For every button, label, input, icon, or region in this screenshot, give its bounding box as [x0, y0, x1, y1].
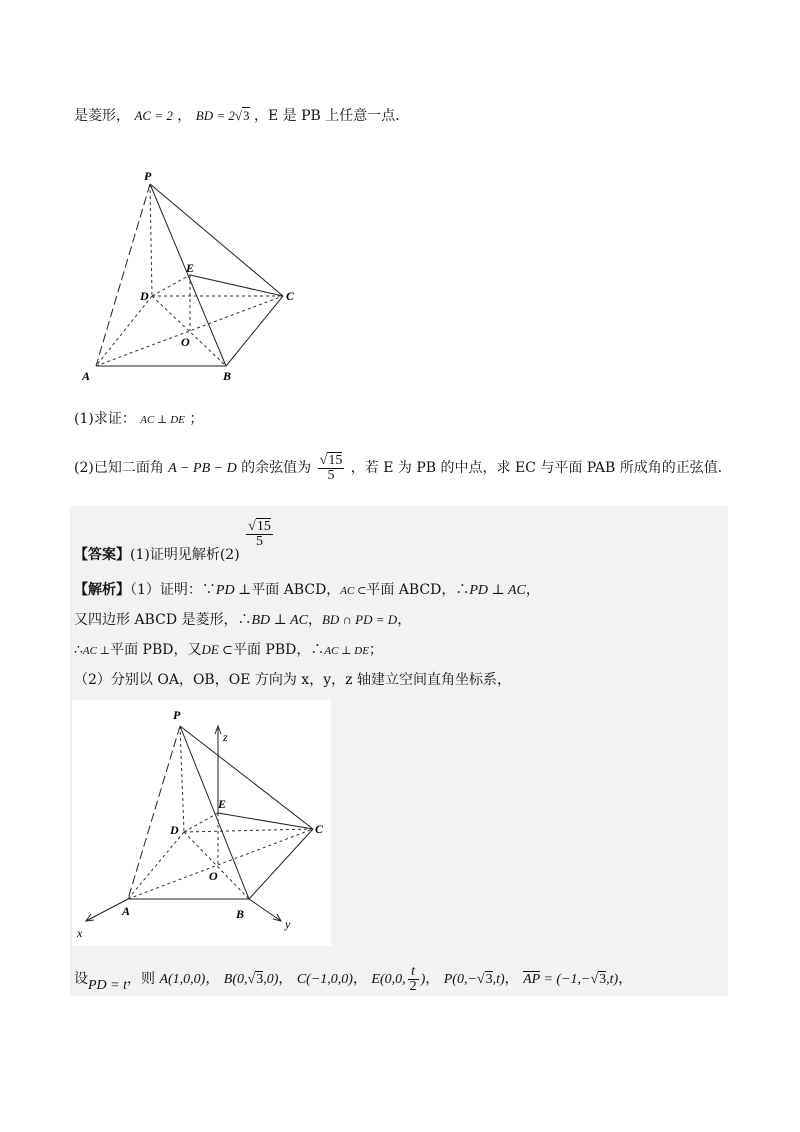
pyramid-figure-2: [72, 700, 331, 946]
intro-line: 是菱形， AC = 2 ， BD = 2√3 ，E 是 PB 上任意一点．: [74, 108, 410, 124]
label-o: O: [209, 869, 218, 883]
point-e: E(0,0, $\frac{t}{2}$ ): [371, 964, 426, 995]
analysis-label: 【解析】: [74, 582, 130, 598]
edge-dc: [184, 829, 313, 832]
coordinates-line: 设PD = t，则 A(1,0,0)， B(0,√3,0)， C(−1,0,0)， E(0,0, $\frac{t}{2}$ )， P(0,−√3,t)， AP = (−1,−√3,t)，: [74, 964, 633, 995]
edge-da: [128, 832, 184, 899]
analysis-line-3: ∴AC ⊥平面 PBD，又DE ⊂平面 PBD，∴AC ⊥ DE；: [74, 642, 383, 658]
question-2: (2)已知二面角 A − PB − D 的余弦值为 $\frac{√15}{5}$ ，若 E 为 PB 的中点，求 EC 与平面 PAB 所成角的正弦值．: [74, 452, 732, 483]
ac-equation: AC = 2: [134, 108, 173, 123]
edge-da: [96, 296, 152, 366]
label-b: B: [236, 907, 245, 921]
pd-equals-t: PD = t: [88, 978, 127, 993]
q1-statement: AC ⊥ DE: [140, 414, 185, 426]
label-b: B: [223, 369, 232, 383]
analysis-line-4: （2）分别以 OA，OB，OE 方向为 x，y，z 轴建立空间直角坐标系，: [74, 672, 511, 688]
edge-pd: [150, 184, 152, 296]
segment-ec: [218, 813, 313, 829]
diagonal-ac: [128, 829, 313, 899]
analysis-line-2: 又四边形 ABCD 是菱形，∴BD ⊥ AC，BD ∩ PD = D，: [74, 612, 412, 628]
y-axis: [249, 899, 281, 921]
label-o: O: [181, 335, 190, 349]
edge-pc: [180, 726, 313, 829]
question-1: (1)求证： AC ⊥ DE ；: [74, 411, 204, 427]
label-e: E: [218, 797, 227, 811]
label-y: y: [285, 917, 291, 931]
edge-bc: [249, 829, 313, 899]
segment-ec: [190, 275, 283, 296]
point-c: C(−1,0,0): [296, 972, 353, 987]
analysis-line-1: 【解析】（1）证明：∵PD ⊥平面 ABCD，AC ⊂平面 ABCD，∴PD ⊥ AC，: [74, 582, 540, 598]
label-d: D: [140, 289, 149, 303]
point-p: P(0,−√3,t): [443, 972, 505, 987]
label-z: z: [223, 730, 228, 744]
label-a: A: [82, 369, 91, 383]
label-a: A: [122, 904, 131, 918]
label-p: P: [144, 169, 152, 183]
answer-fraction: $\frac{√15}{5}$: [248, 519, 271, 549]
diagonal-db: [152, 296, 226, 366]
pyramid-figure-1: [78, 168, 310, 388]
segment-de: [152, 275, 190, 296]
edge-pa: [128, 726, 180, 899]
label-c: C: [315, 822, 324, 836]
answer-label: 【答案】: [74, 547, 130, 563]
edge-pa: [96, 184, 150, 366]
vector-ap: AP = (−1,−√3,t): [523, 972, 619, 987]
label-c: C: [286, 289, 295, 303]
point-a: A(1,0,0): [159, 972, 206, 987]
label-e: E: [186, 261, 195, 275]
label-x: x: [77, 926, 83, 940]
edge-pd: [180, 726, 184, 832]
answer-line: 【答案】(1)证明见解析(2) $\frac{√15}{5}$: [74, 519, 271, 563]
segment-de: [184, 813, 218, 832]
intro-suffix: ，E 是 PB 上任意一点．: [253, 108, 410, 124]
point-b: B(0,√3,0): [223, 972, 279, 987]
intro-prefix: 是菱形，: [74, 108, 130, 124]
dihedral-angle: A − PB − D: [168, 461, 237, 476]
diagonal-db: [184, 832, 249, 899]
bd-equation: BD = 2√3: [195, 108, 250, 123]
q2-fraction: $\frac{√15}{5}$: [319, 452, 343, 483]
edge-pc: [150, 184, 283, 296]
label-p: P: [173, 708, 181, 722]
label-d: D: [170, 823, 179, 837]
